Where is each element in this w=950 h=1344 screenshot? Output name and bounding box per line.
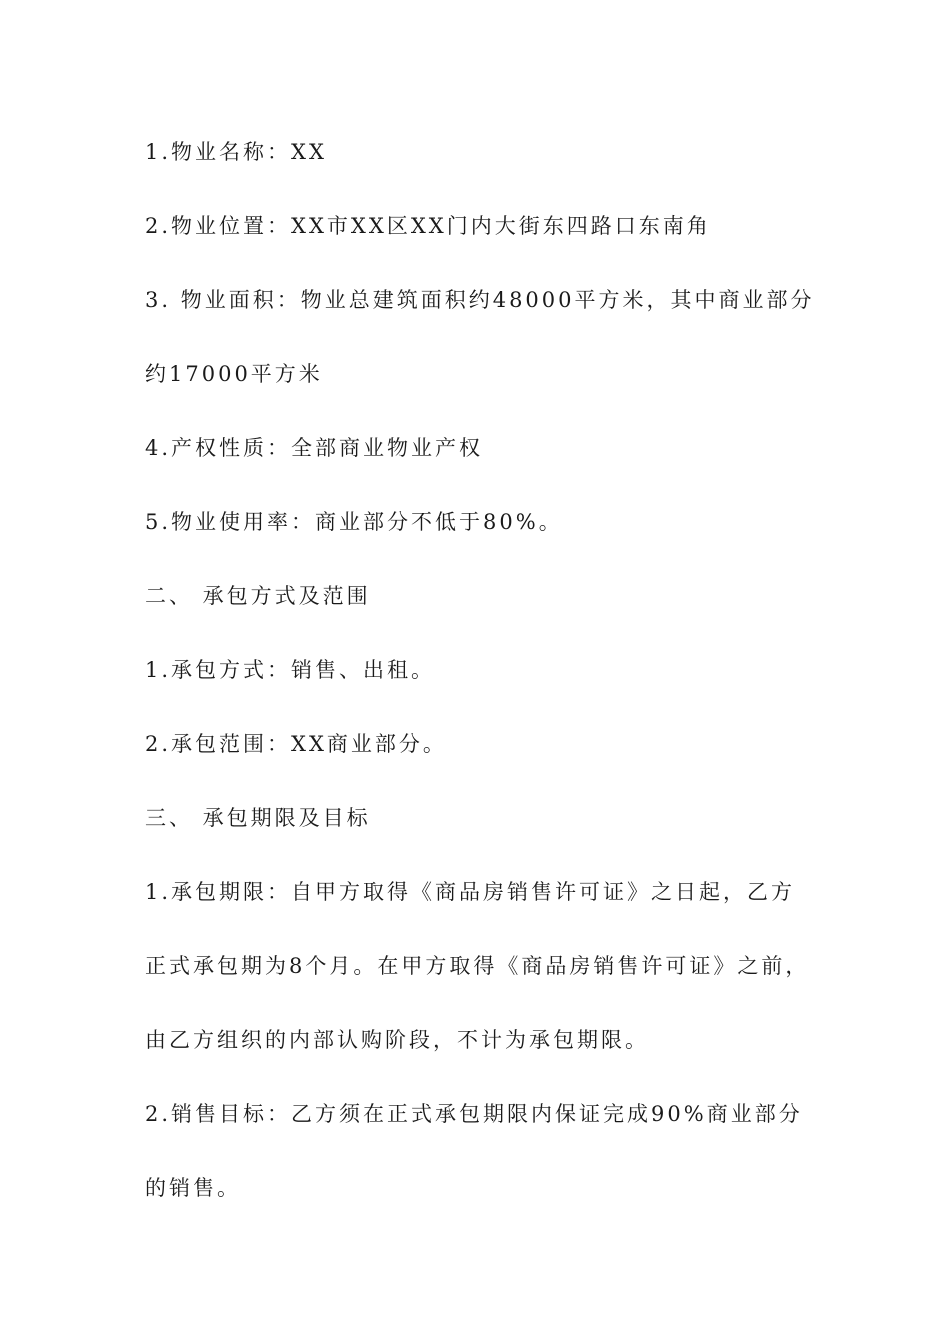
section-heading-contract-term: 三、 承包期限及目标 — [145, 806, 371, 830]
property-area-line: 3. 物业面积：物业总建筑面积约48000平方米，其中商业部分 — [145, 288, 815, 312]
document-body — [145, 134, 815, 1207]
contract-scope-line: 2.承包范围：XX商业部分。 — [145, 732, 447, 756]
property-rights-line: 4.产权性质：全部商业物业产权 — [145, 436, 484, 460]
sales-target-line: 2.销售目标：乙方须在正式承包期限内保证完成90%商业部分 — [145, 1102, 803, 1126]
property-usage-rate-line: 5.物业使用率：商业部分不低于80%。 — [145, 510, 563, 534]
sales-target-line-cont: 的销售。 — [145, 1176, 241, 1200]
property-name-line: 1.物业名称：XX — [145, 140, 327, 164]
contract-term-line-cont-2: 由乙方组织的内部认购阶段，不计为承包期限。 — [145, 1028, 649, 1052]
contract-term-line-cont-1: 正式承包期为8个月。在甲方取得《商品房销售许可证》之前， — [145, 954, 810, 978]
contract-term-line: 1.承包期限：自甲方取得《商品房销售许可证》之日起，乙方 — [145, 880, 796, 904]
section-heading-contract-method: 二、 承包方式及范围 — [145, 584, 371, 608]
property-area-line-cont: 约17000平方米 — [145, 362, 323, 386]
property-location-line: 2.物业位置：XX市XX区XX门内大街东四路口东南角 — [145, 214, 711, 238]
contract-method-line: 1.承包方式：销售、出租。 — [145, 658, 436, 682]
